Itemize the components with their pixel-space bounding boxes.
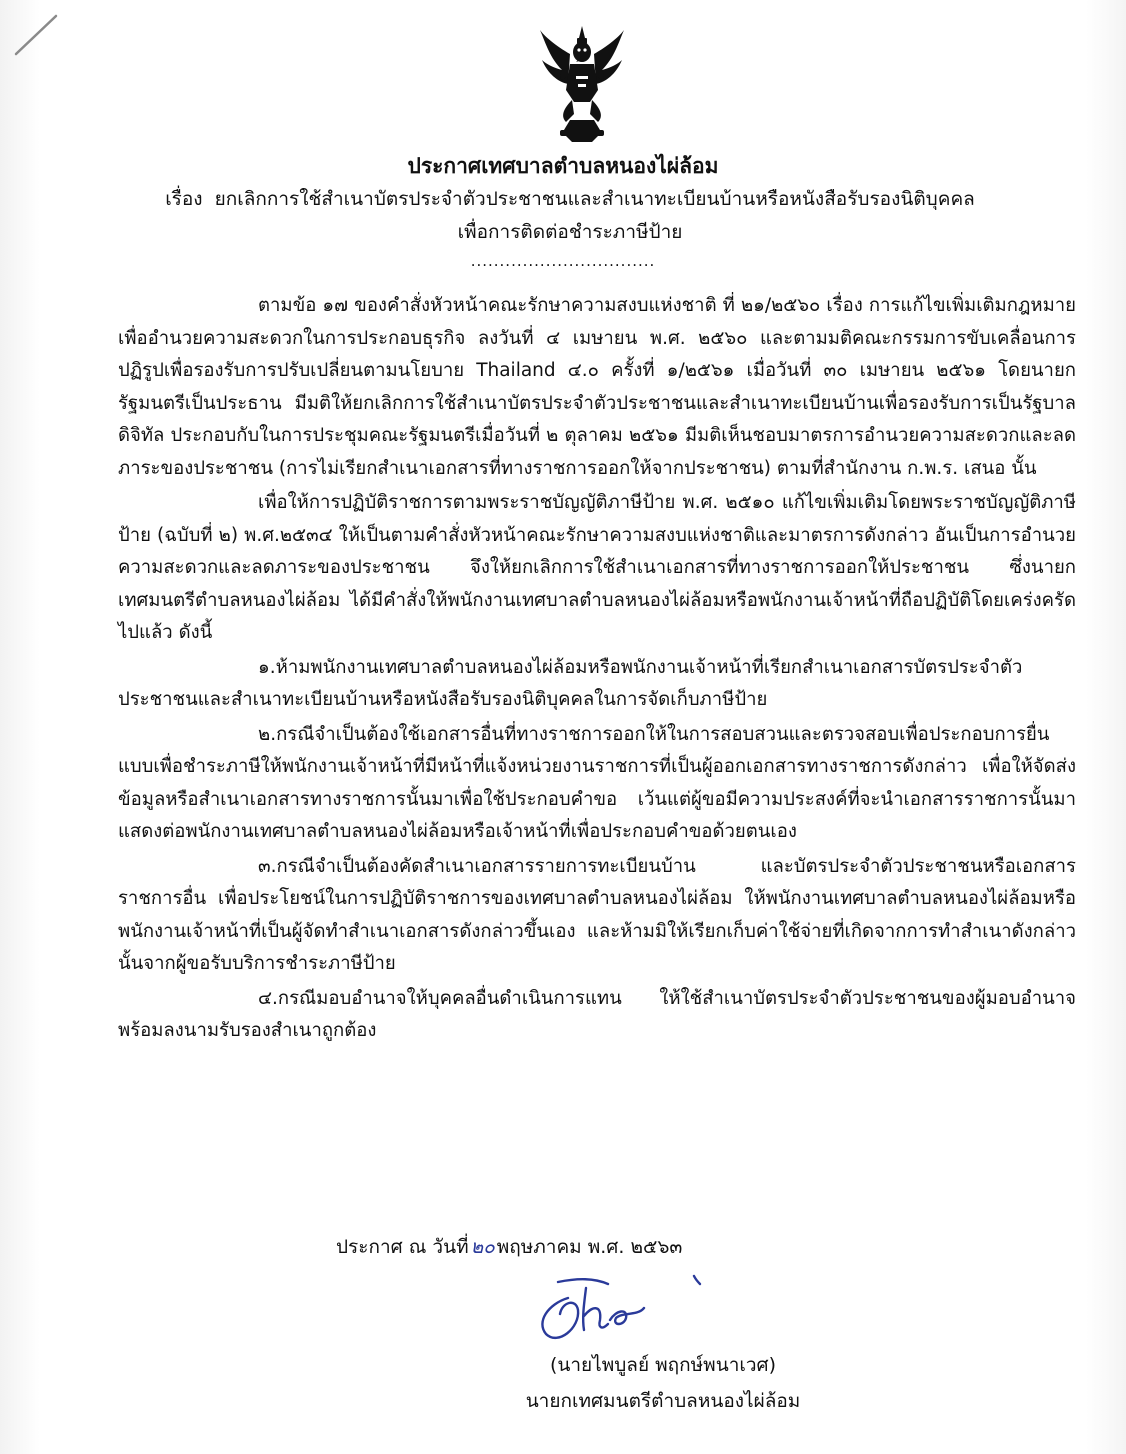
garuda-emblem-icon: [536, 24, 628, 142]
signer-title: นายกเทศมนตรีตำบลหนองไผ่ล้อม: [525, 1390, 801, 1412]
subject-text-1: ยกเลิกการใช้สำเนาบัตรประจำตัวประชาชนและสำเนาทะเบียนบ้านหรือหนังสือรับรองนิติบุคคล: [214, 188, 975, 210]
paragraph-item-1: ๑.ห้ามพนักงานเทศบาลตำบลหนองไผ่ล้อมหรือพนักงานเจ้าหน้าที่เรียกสำเนาเอกสารบัตรประจำตัวประชาชนและสำเนาทะเบียนบ้านหรือหนังสือรับรองนิติบุคคลในการจัดเก็บภาษีป้าย: [118, 656, 1023, 710]
paragraph-item-3: ๓.กรณีจำเป็นต้องคัดสำเนาเอกสารรายการทะเบียนบ้าน และบัตรประจำตัวประชาชนหรือเอกสารราชการอื่น เพื่อประโยชน์ในการปฏิบัติราชการของเทศบาลตำบลหนองไผ่ล้อม ให้พนักงานเทศบาลตำบลหนองไผ่ล้อมหรือพนักงานเจ้าหน้าที่เป็นผู้จัดทำสำเนาเอกสารดังกล่าวขึ้นเอง และห้ามมิให้เรียกเก็บค่าใช้จ่ายที่เกิดจากการทำสำเนาดังกล่าวนั้นจากผู้ขอรับบริการชำระภาษีป้าย: [118, 855, 1076, 974]
subject-label: เรื่อง: [165, 188, 203, 210]
paragraph-purpose: เพื่อให้การปฏิบัติราชการตามพระราชบัญญัติภาษีป้าย พ.ศ. ๒๕๑๐ แก้ไขเพิ่มเติมโดยพระราชบัญญัติภาษีป้าย (ฉบับที่ ๒) พ.ศ.๒๕๓๔ ให้เป็นตามคำสั่งหัวหน้าคณะรักษาความสงบแห่งชาติและมาตรการดังกล่าว อันเป็นการอำนวยความสะดวกและลดภาระของประชาชน จึงให้ยกเลิกการใช้สำเนาเอกสารที่ทางราชการออกให้ประชาชน ซึ่งนายกเทศมนตรีตำบลหนองไผ่ล้อม ได้มีคำสั่งให้พนักงานเทศบาลตำบลหนองไผ่ล้อมหรือพนักงานเจ้าหน้าที่ถือปฏิบัติโดยเคร่งครัดไปแล้ว ดังนี้: [118, 492, 1076, 643]
paragraph-preamble: ตามข้อ ๑๗ ของคำสั่งหัวหน้าคณะรักษาความสงบแห่งชาติ ที่ ๒๑/๒๕๖๐ เรื่อง การแก้ไขเพิ่มเติมกฎหมาย เพื่ออำนวยความสะดวกในการประกอบธุรกิจ ลงวันที่ ๔ เมษายน พ.ศ. ๒๕๖๐ และตามมติคณะกรรมการขับเคลื่อนการปฏิรูปเพื่อรองรับการปรับเปลี่ยนตามนโยบาย Thailand ๔.๐ ครั้งที่ ๑/๒๕๖๑ เมื่อวันที่ ๓๐ เมษายน ๒๕๖๑ โดยนายกรัฐมนตรีเป็นประธาน มีมติให้ยกเลิกการใช้สำเนาบัตรประจำตัวประชาชนและสำเนาทะเบียนบ้านเพื่อรองรับการเป็นรัฐบาลดิจิทัล ประกอบกับในการประชุมคณะรัฐมนตรีเมื่อวันที่ ๒ ตุลาคม ๒๕๖๑ มีมติเห็นชอบมาตรการอำนวยความสะดวกและลดภาระของประชาชน (การไม่เรียกสำเนาเอกสารที่ทางราชการออกให้จากประชาชน) ตามที่สำนักงาน ก.พ.ร. เสนอ นั้น: [118, 295, 1076, 479]
handwritten-signature: [528, 1268, 718, 1348]
date-suffix: พฤษภาคม พ.ศ. ๒๕๖๓: [496, 1236, 683, 1258]
signer-name: (นายไพบูลย์ พฤกษ์พนาเวศ): [549, 1354, 777, 1376]
announcement-date: [336, 1232, 682, 1262]
pen-mark: [6, 6, 66, 66]
announcement-body: [118, 290, 1076, 1048]
subject-line-1: [60, 183, 1080, 216]
subject-line-2: เพื่อการติดต่อชำระภาษีป้าย: [457, 221, 683, 243]
dotted-separator: ................................: [470, 252, 656, 270]
paragraph-item-4: ๔.กรณีมอบอำนาจให้บุคคลอื่นดำเนินการแทน ให้ใช้สำเนาบัตรประจำตัวประชาชนของผู้มอบอำนาจพร้อมลงนามรับรองสำเนาถูกต้อง: [118, 987, 1076, 1041]
paragraph-item-2: ๒.กรณีจำเป็นต้องใช้เอกสารอื่นที่ทางราชการออกให้ในการสอบสวนและตรวจสอบเพื่อประกอบการยื่นแบบเพื่อชำระภาษีให้พนักงานเจ้าหน้าที่มีหน้าที่แจ้งหน่วยงานราชการที่เป็นผู้ออกเอกสารทางราชการดังกล่าว เพื่อให้จัดส่งข้อมูลหรือสำเนาเอกสารทางราชการนั้นมาเพื่อใช้ประกอบคำขอ เว้นแต่ผู้ขอมีความประสงค์ที่จะนำเอกสารราชการนั้นมาแสดงต่อพนักงานเทศบาลตำบลหนองไผ่ล้อมหรือเจ้าหน้าที่เพื่อประกอบคำขอด้วยตนเอง: [118, 723, 1076, 842]
subject-block: [60, 183, 1080, 249]
announcement-title: ประกาศเทศบาลตำบลหนองไผ่ล้อม: [407, 154, 719, 178]
date-day-handwritten: ๒๐: [470, 1237, 495, 1258]
date-prefix: ประกาศ ณ วันที่: [336, 1236, 469, 1258]
